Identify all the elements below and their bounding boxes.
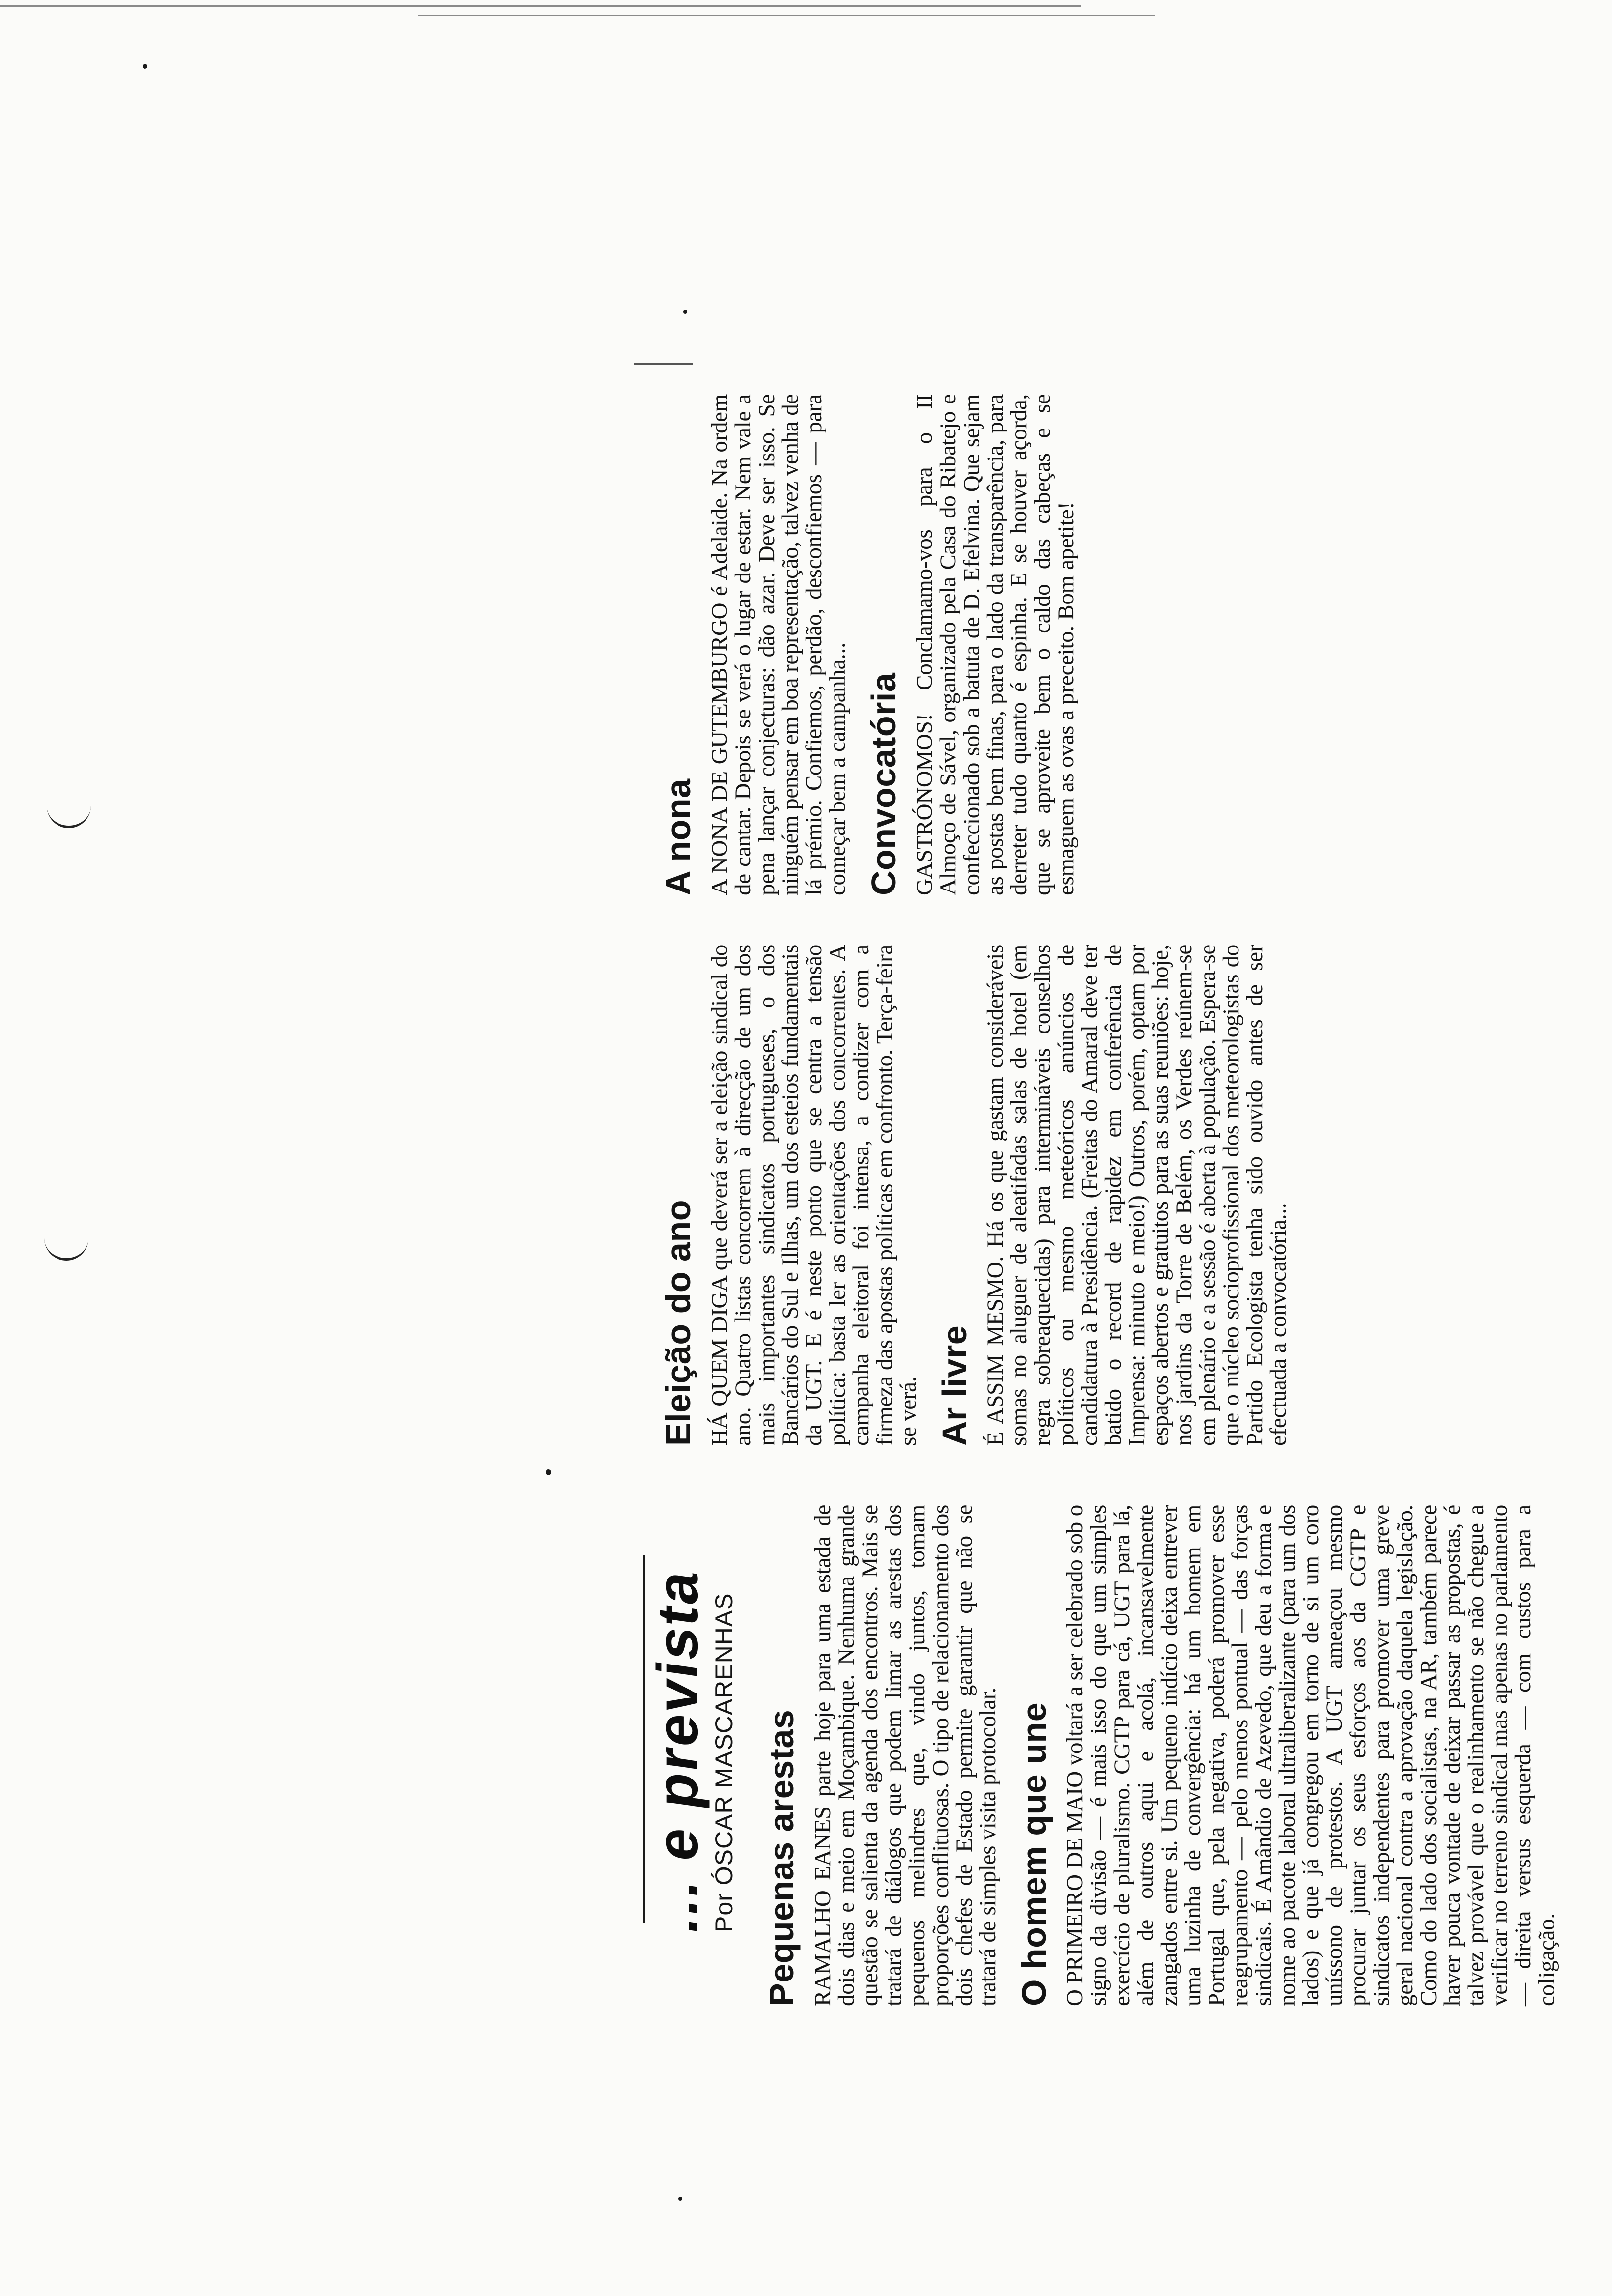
clipping-content	[634, 301, 1568, 2050]
article-heading: A nona	[659, 778, 697, 895]
column-title: ... e prevista	[645, 1565, 710, 1937]
article-body: O PRIMEIRO DE MAIO voltará a ser celebrado sob o signo da divisão — é mais isso do que um simples exercício de pluralismo. CGTP para cá, UGT para lá, além de outros aqui e acolá, incansavelmente zangados entre si. Um pequeno indício deixa entrever uma luzinha de convergência: há um homem em Portugal que, pela negativa, poderá promover esse reagrupamento — pelo menos pontual — das forças sindicais. É Amândio de Azevedo, que deu a forma e nome ao pacote laboral ultraliberalizante (para um dos lados) e que já congregou em torno de si um coro uníssono de protestos. A UGT ameaçou mesmo procurar juntar os seus esforços aos da CGTP e sindicatos independentes para promover uma greve geral nacional contra a aprovação daquela legislação. Como do lado dos socialistas, na AR, também parece haver pouca vontade de deixar passar as propostas, é talvez provável que o realinhamento se não chegue a verificar no terreno sindical mas apenas no parlamento — direita versus esquerda — com custos para a coligação.	[1062, 1505, 1559, 2006]
article-heading: Pequenas arestas	[762, 1709, 801, 2006]
column-rule	[634, 363, 693, 365]
article-body: A NONA DE GUTEMBURGO é Adelaide. Na ordem de cantar. Depois se verá o lugar de estar. Nem vale a pena lançar conjecturas: dão azar. Deve ser isso. Se ninguém pensar em boa representação, talvez venha de lá prémio. Confiemos, perdão, desconfiemos — para começar bem a campanha...	[706, 394, 850, 895]
article-heading: Ar livre	[935, 1325, 974, 1446]
article-body: GASTRÓNOMOS! Conclamamo-vos para o II Almoço de Sável, organizado pela Casa do Ribatejo e confeccionado sob a batuta de D. Efelvina. Que sejam as postas bem finas, para o lado da transparência, para derreter tudo quanto é espinha. E se houver açorda, que se aproveite bem o caldo das cabeças e se esmaguem as ovas a preceito. Bom apetite!	[912, 394, 1079, 895]
column-3	[644, 394, 1088, 895]
column-1	[747, 1505, 1568, 2006]
article-body: HÁ QUEM DIGA que deverá ser a eleição sindical do ano. Quatro listas concorrem à direcção de um dos mais importantes sindicatos portugueses, o dos Bancários do Sul e Ilhas, um dos esteios fundamentais da UGT. E é neste ponto que se centra a tensão política: basta ler as orientações dos concorrentes. A campanha eleitoral foi intensa, a condizer com a firmeza das apostas políticas em confronto. Terça-feira se verá.	[706, 945, 921, 1446]
article-body: É ASSIM MESMO. Há os que gastam consideráveis somas no aluguer de aleatifadas salas de hotel (em regra sobreaquecidas) para intermináveis conselhos políticos ou mesmo meteóricos anúncios de candidatura à Presidência. (Freitas do Amaral deve ter batido o record de rapidez em conferência de Imprensa: minuto e meio!) Outros, porém, optam por espaços abertos e gratuitos para as suas reuniões: hoje, nos jardins da Torre de Belém, os Verdes reúnem-se em plenário e a sessão é aberta à população. Espera-se que o núcleo socioprofissional dos meteorologistas do Partido Ecologista tenha sido ouvido antes de ser efectuada a convocatória...	[982, 945, 1291, 1446]
column-2	[644, 945, 1300, 1446]
article-body: RAMALHO EANES parte hoje para uma estada de dois dias e meio em Moçambique. Nenhuma grande questão se salienta da agenda dos encontros. Mais se tratará de diálogos que podem limar as arestas dos pequenos melindres que, vindo juntos, tomam proporções conflituosas. O tipo de relacionamento dos dois chefes de Estado permite garantir que não se tratará de simples visita protocolar.	[809, 1505, 1001, 2006]
byline: Por ÓSCAR MASCARENHAS	[710, 1593, 738, 1932]
article-heading: Eleição do ano	[659, 1200, 697, 1446]
article-heading: O homem que une	[1014, 1702, 1053, 2006]
article-heading: Convocatória	[864, 672, 903, 895]
column-masthead	[645, 1565, 738, 1937]
